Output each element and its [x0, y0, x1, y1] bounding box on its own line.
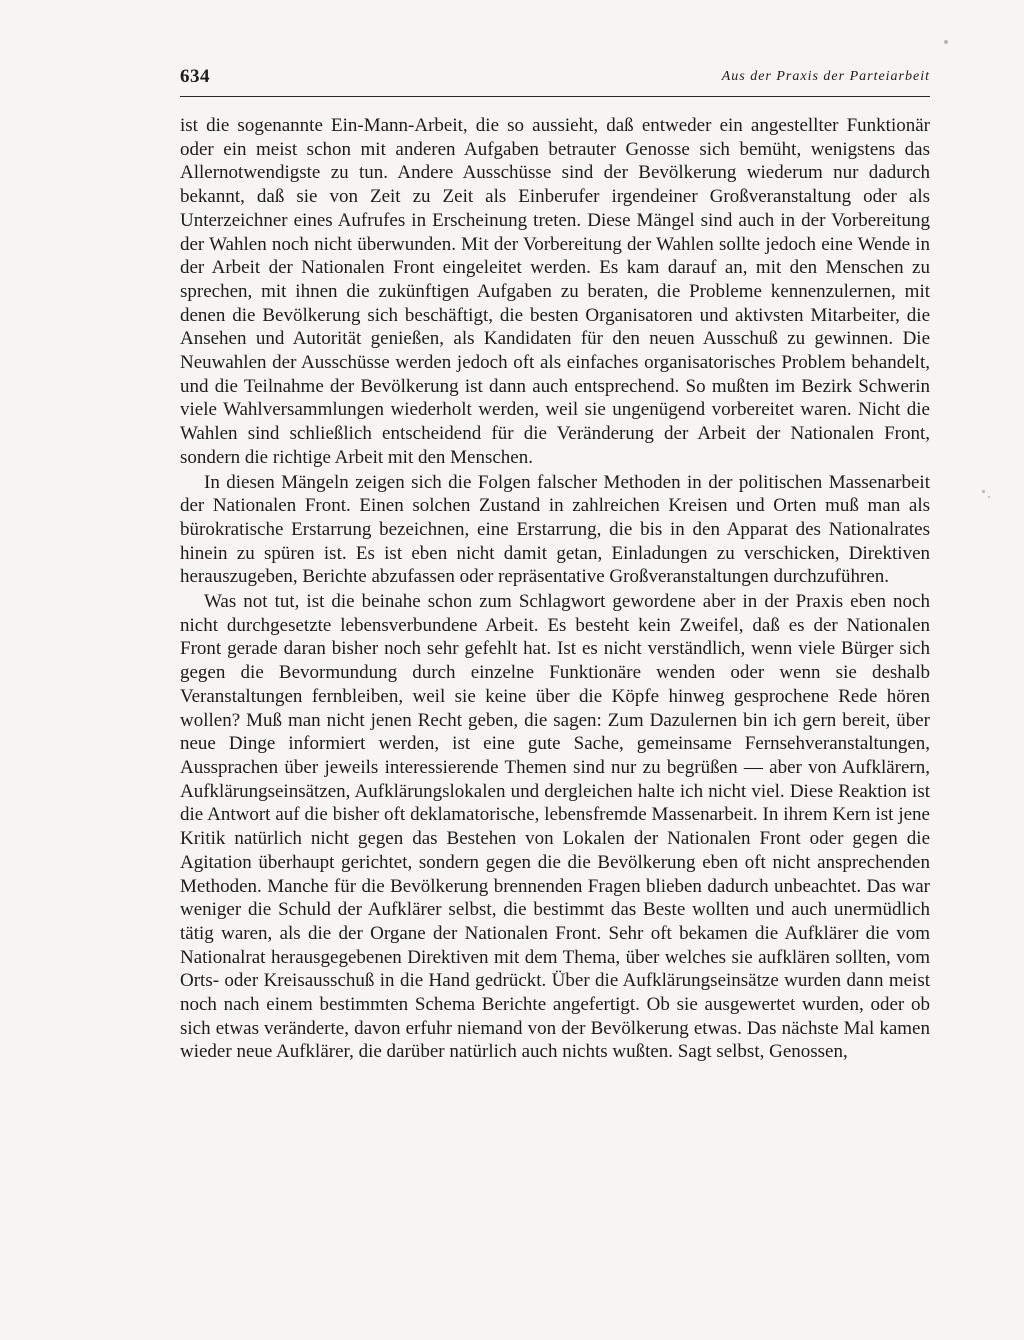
page-number: 634	[180, 66, 210, 87]
paragraph-3: Was not tut, ist die beinahe schon zum Schlagwort gewordene aber in der Praxis eben noch nicht durchgesetzte lebensverbundene Arbeit. Es besteht kein Zweifel, daß es der Nationalen Front gerade daran bisher noch sehr gefehlt hat. Ist es nicht verständlich, wenn viele Bürger sich gegen die Bevormundung durch einzelne Funktionäre wenden oder wenn sie deshalb Veranstaltungen fernbleiben, weil sie keine über die Köpfe hinweg gesprochene Rede hören wollen? Muß man nicht jenen Recht geben, die sagen: Zum Dazulernen bin ich gern bereit, über neue Dinge informiert werden, ist eine gute Sache, gemeinsame Fernsehveranstaltungen, Aussprachen über jeweils interessierende Themen sind nur zu begrüßen — aber von Aufklärern, Aufklärungseinsätzen, Aufklärungslokalen und dergleichen halte ich nicht viel. Diese Reaktion ist die Antwort auf die bisher oft deklamatorische, lebensfremde Massenarbeit. In ihrem Kern ist jene Kritik natürlich nicht gegen das Bestehen von Lokalen der Nationalen Front oder gegen die Agitation überhaupt gerichtet, sondern gegen die die Bevölkerung eben oft nicht ansprechenden Methoden. Manche für die Bevölkerung brennenden Fragen blieben dadurch unbeachtet. Das war weniger die Schuld der Aufklärer selbst, die bestimmt das Beste wollten und auch unermüdlich tätig waren, als die der Organe der Nationalen Front. Sehr oft bekamen die Aufklärer die vom Nationalrat herausgegebenen Direktiven mit dem Thema, über welches sie aufklären sollten, vom Orts- oder Kreisausschuß in die Hand gedrückt. Über die Aufklärungseinsätze wurden dann meist noch nach einem bestimmten Schema Berichte angefertigt. Ob sie ausgewertet wurden, oder ob sich etwas veränderte, davon erfuhr niemand von der Bevölkerung etwas. Das nächste Mal kamen wieder neue Aufklärer, die darüber natürlich auch nichts wußten. Sagt selbst, Genossen,	[180, 591, 930, 1063]
running-header	[180, 66, 930, 97]
body-text	[180, 114, 930, 1064]
running-title: Aus der Praxis der Parteiarbeit	[721, 69, 930, 84]
scan-speck	[982, 490, 985, 493]
paragraph-2: In diesen Mängeln zeigen sich die Folgen falscher Methoden in der politischen Massenarbeit der Nationalen Front. Einen solchen Zustand in zahlreichen Kreisen und Orten muß man als bürokratische Erstarrung bezeichnen, eine Erstarrung, die bis in den Apparat des Nationalrates hinein zu spüren ist. Es ist eben nicht damit getan, Einladungen zu verschicken, Direktiven herauszugeben, Berichte abzufassen oder repräsentative Großveranstaltungen durchzuführen.	[180, 471, 930, 588]
scan-speck	[944, 40, 948, 44]
scan-speck	[988, 496, 990, 498]
paragraph-1: ist die sogenannte Ein-Mann-Arbeit, die so aussieht, daß entweder ein angestellter Funktionär oder ein meist schon mit anderen Aufgaben betrauter Genosse sich bemüht, wenigstens das Allernotwendigste zu tun. Andere Ausschüsse sind der Bevölkerung wiederum nur dadurch bekannt, daß sie von Zeit zu Zeit als Einberufer irgendeiner Großveranstaltung oder als Unterzeichner eines Aufrufes in Erscheinung treten. Diese Mängel sind auch in der Vorbereitung der Wahlen noch nicht überwunden. Mit der Vorbereitung der Wahlen sollte jedoch eine Wende in der Arbeit der Nationalen Front eingeleitet werden. Es kam darauf an, mit den Menschen zu sprechen, mit ihnen die zukünftigen Aufgaben zu beraten, die Probleme kennenzulernen, mit denen die Bevölkerung sich beschäftigt, die besten Organisatoren und aktivsten Mitarbeiter, die Ansehen und Autorität genießen, als Kandidaten für den neuen Ausschuß zu gewinnen. Die Neuwahlen der Ausschüsse werden jedoch oft als einfaches organisatorisches Problem behandelt, und die Teilnahme der Bevölkerung ist dann auch entsprechend. So mußten im Bezirk Schwerin viele Wahlversammlungen wiederholt werden, weil sie ungenügend vorbereitet waren. Nicht die Wahlen sind schließlich entscheidend für die Veränderung der Arbeit der Nationalen Front, sondern die richtige Arbeit mit den Menschen.	[180, 115, 930, 468]
